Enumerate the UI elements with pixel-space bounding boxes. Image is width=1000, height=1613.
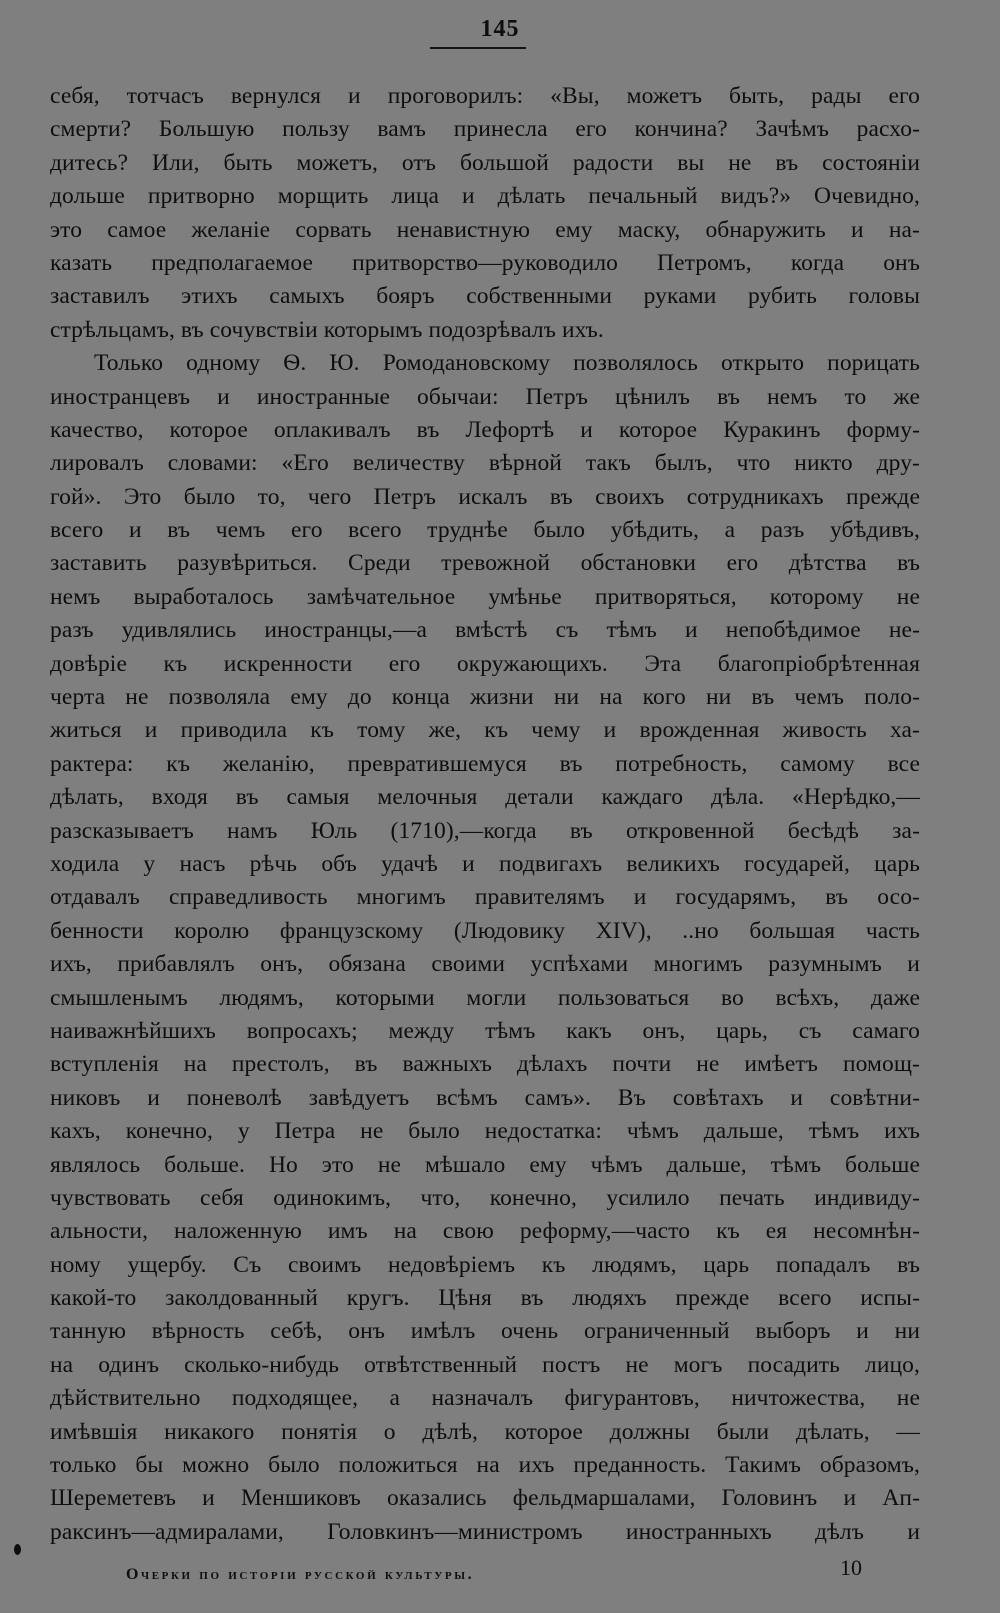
text-line: чувствовать себя одинокимъ, что, конечно, усилило печать индивиду-	[50, 1184, 920, 1211]
text-line: вступленія на престолъ, въ важныхъ дѣлахъ почти не имѣетъ помощ-	[50, 1051, 920, 1078]
text-line: Шереметевъ и Меншиковъ оказались фельдмаршалами, Головинъ и Ап-	[50, 1485, 920, 1512]
text-line: никовъ и поневолѣ завѣдуетъ всѣмъ самъ». Въ совѣтахъ и совѣтни-	[50, 1084, 920, 1111]
text-line: танную вѣрность себѣ, онъ имѣлъ очень ограниченный выборъ и ни	[50, 1318, 920, 1345]
text-line: раксинъ—адмиралами, Головкинъ—министромъ иностранныхъ дѣлъ и	[50, 1518, 920, 1545]
text-line: дитесь? Или, быть можетъ, отъ большой радости вы не въ состояніи	[50, 149, 920, 176]
text-line: разъ удивлялись иностранцы,—а вмѣстѣ съ тѣмъ и непобѣдимое не-	[50, 617, 920, 644]
running-footer-title: Очерки по исторіи русской культуры.	[126, 1566, 475, 1583]
margin-ink-dot	[14, 1544, 21, 1555]
text-line: это самое желаніе сорвать ненавистную ему маску, обнаружить и на-	[50, 216, 920, 243]
text-line: ному ущербу. Съ своимъ недовѣріемъ къ людямъ, царь попадалъ въ	[50, 1251, 920, 1278]
text-line: наиважнѣйшихъ вопросахъ; между тѣмъ какъ онъ, царь, съ самаго	[50, 1017, 920, 1044]
text-line: альности, наложенную имъ на свою реформу,—часто къ ея несомнѣн-	[50, 1218, 920, 1245]
text-line: казать предполагаемое притворство—руководило Петромъ, когда онъ	[50, 249, 920, 276]
text-line: довѣріе къ искренности его окружающихъ. Эта благопріобрѣтенная	[50, 650, 920, 677]
text-line: иностранцевъ и иностранные обычаи: Петръ цѣнилъ въ немъ то же	[50, 383, 920, 410]
text-line: ихъ, прибавлялъ онъ, обязана своими успѣхами многимъ разумнымъ и	[50, 951, 920, 978]
text-line: на одинъ сколько-нибудь отвѣтственный постъ не могъ посадить лицо,	[50, 1351, 920, 1378]
text-line: заставить разувѣриться. Среди тревожной обстановки его дѣтства въ	[50, 550, 920, 577]
text-line: отдавалъ справедливость многимъ правителямъ и государямъ, въ осо-	[50, 884, 920, 911]
text-line: качество, которое оплакивалъ въ Лефортѣ и которое Куракинъ форму-	[50, 416, 920, 443]
text-line: гой». Это было то, чего Петръ искалъ въ своихъ сотрудникахъ прежде	[50, 483, 920, 510]
text-line: бенности королю французскому (Людовику XIV), ..но большая часть	[50, 917, 920, 944]
text-line: дольше притворно морщить лица и дѣлать печальный видъ?» Очевидно,	[50, 183, 920, 210]
text-line: житься и приводила къ тому же, къ чему и врожденная живость ха-	[50, 717, 920, 744]
text-line: являлось больше. Но это не мѣшало ему чѣмъ дальше, тѣмъ больше	[50, 1151, 920, 1178]
text-line: лировалъ словами: «Его величеству вѣрной такъ былъ, что никто дру-	[50, 450, 920, 477]
text-line: черта не позволяла ему до конца жизни ни на кого ни въ чемъ поло-	[50, 684, 920, 711]
text-line: немъ выработалось замѣчательное умѣнье притворяться, которому не	[50, 583, 920, 610]
text-line: всего и въ чемъ его всего труднѣе было убѣдить, а разъ убѣдивъ,	[50, 517, 920, 544]
body-text	[50, 80, 920, 1549]
text-line: заставилъ этихъ самыхъ бояръ собственными руками рубить головы	[50, 283, 920, 310]
text-line: рактера: къ желанію, превратившемуся въ потребность, самому все	[50, 750, 920, 777]
text-line: имѣвшія никакого понятія о дѣлѣ, которое должны были дѣлать, —	[50, 1418, 920, 1445]
text-line: какой-то заколдованный кругъ. Цѣня въ людяхъ прежде всего испы-	[50, 1285, 920, 1312]
text-line: ходила у насъ рѣчь объ удачѣ и подвигахъ великихъ государей, царь	[50, 850, 920, 877]
text-line: дѣлать, входя въ самыя мелочныя детали каждаго дѣла. «Нерѣдко,—	[50, 784, 920, 811]
page-number: 145	[480, 16, 520, 42]
signature-mark: 10	[840, 1555, 862, 1580]
text-line: дѣйствительно подходящее, а назначалъ фигурантовъ, ничтожества, не	[50, 1385, 920, 1412]
text-line: смышленымъ людямъ, которыми могли пользоваться во всѣхъ, даже	[50, 984, 920, 1011]
page-number-rule	[430, 47, 526, 49]
text-line: разсказываетъ намъ Юль (1710),—когда въ откровенной бесѣдѣ за-	[50, 817, 920, 844]
text-line: только бы можно было положиться на ихъ преданность. Такимъ образомъ,	[50, 1452, 920, 1479]
text-line: Только одному Ѳ. Ю. Ромодановскому позволялось открыто порицать	[94, 350, 920, 377]
text-line: себя, тотчасъ вернулся и проговорилъ: «Вы, можетъ быть, рады его	[50, 83, 920, 109]
text-line: смерти? Большую пользу вамъ принесла его кончина? Зачѣмъ расхо-	[50, 116, 920, 143]
text-line: кахъ, конечно, у Петра не было недостатка: чѣмъ дальше, тѣмъ ихъ	[50, 1118, 920, 1145]
text-line: стрѣльцамъ, въ сочувствіи которымъ подозрѣвалъ ихъ.	[50, 316, 604, 343]
